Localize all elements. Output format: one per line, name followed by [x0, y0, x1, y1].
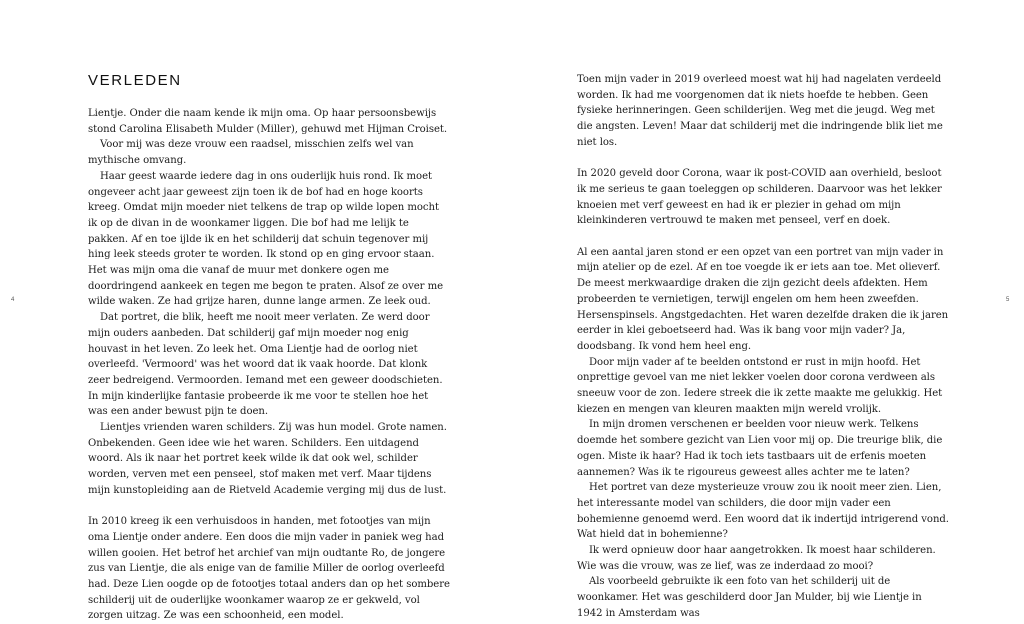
paragraph: Haar geest waarde iedere dag in ons ouderlijk huis rond. Ik moet ongeveer acht jaar geweest zijn toen ik de bof had en hoge koorts kreeg. Omdat mijn moeder niet telkens de trap op wilde lopen mocht ik op de divan in de woonkamer liggen. Die bof had me lelijk te pakken. Af en toe ijlde ik en het schilderij dat schuin tegenover mij hing leek steeds groter te worden. Ik stond op en ging ervoor staan. Het was mijn oma die vanaf de muur met donkere ogen me doordringend aankeek en tegen me begon te praten. Alsof ze over me wilde waken. Ze had grijze haren, dunne lange armen. Ze leek oud.: [88, 170, 444, 308]
right-text-column: [577, 72, 949, 622]
paragraph: Toen mijn vader in 2019 overleed moest wat hij had nagelaten verdeeld worden. Ik had me voorgenomen dat ik niets hoefde te hebben. Geen fysieke herinneringen. Geen schilderijen. Weg met die jeugd. Weg met die angsten. Leven! Maar dat schilderij met die indringende blik liet me niet los.: [577, 74, 943, 148]
paragraph: In mijn dromen verschenen er beelden voor nieuw werk. Telkens doemde het sombere gezicht van Lien voor mij op. Die treurige blik, die ogen. Miste ik haar? Had ik toch iets tastbaars uit de erfenis moeten aannemen? Was ik te rigoureus geweest alles achter me te laten?: [577, 419, 943, 478]
paragraph: Lientjes vrienden waren schilders. Zij was hun model. Grote namen. Onbekenden. Geen idee wie het waren. Schilders. Een uitdagend woord. Als ik naar het portret keek wilde ik dat ook wel, schilder worden, verven met een penseel, stof maken met verf. Maar tijdens mijn kunstopleiding aan de Rietveld Academie verging mij dus de lust.: [88, 422, 447, 496]
left-page: [0, 0, 512, 622]
paragraph: Door mijn vader af te beelden ontstond er rust in mijn hoofd. Het onprettige gevoel van me niet lekker voelen door corona verdween als sneeuw voor de zon. Iedere streek die ik zette maakte me gelukkig. Het kiezen en mengen van kleuren maakten mijn wereld vrolijk.: [577, 356, 943, 415]
paragraph: Dat portret, die blik, heeft me nooit meer verlaten. Ze werd door mijn ouders aanbeden. Dat schilderij gaf mijn moeder nog enig houvast in het leven. Zo leek het. Oma Lientje had de oorlog niet overleefd. 'Vermoord' was het woord dat ik vaak hoorde. Dat klonk zeer bedreigend. Vermoorden. Iemand met een geweer doodschieten. In mijn kinderlijke fantasie probeerde ik me voor te stellen hoe het was een ander bewust pijn te doen.: [88, 312, 443, 418]
left-text-column: [88, 106, 450, 624]
page-number: 5: [1006, 297, 1010, 303]
paragraph: Al een aantal jaren stond er een opzet van een portret van mijn vader in mijn atelier op de ezel. Af en toe voegde ik er iets aan toe. Met olieverf. De meest merkwaardige draken die zijn gezicht deels afdekten. Hem probeerden te vernietigen, terwijl engelen om hem heen zweefden. Hersenspinsels. Angstgedachten. Het waren dezelfde draken die ik jaren eerder in klei geboetseerd had. Was ik bang voor mijn vader? Ja, doodsbang. Ik vond hem heel eng.: [577, 246, 949, 352]
paragraph: Lientje. Onder die naam kende ik mijn oma. Op haar persoonsbewijs stond Carolina Elisabeth Mulder (Miller), gehuwd met Hijman Croiset.: [88, 108, 448, 135]
right-page: [512, 0, 1024, 619]
paragraph: Voor mij was deze vrouw een raadsel, misschien zelfs wel van mythische omvang.: [88, 139, 414, 167]
paragraph: Het portret van deze mysterieuze vrouw zou ik nooit meer zien. Lien, het interessante model van schilders, die door mijn vader een bohemienne genoemd werd. Een woord dat ik indertijd intrigerend vond. Wat hield dat in bohemienne?: [577, 482, 949, 541]
page-number: 4: [11, 297, 15, 303]
paragraph: In 2010 kreeg ik een verhuisdoos in handen, met fotootjes van mijn oma Lientje onder andere. Een doos die mijn vader in paniek weg had willen gooien. Het betrof het archief van mijn oudtante Ro, de jongere zus van Lientje, die als enige van de familie Miller de oorlog overleefd had. Deze Lien oogde op de fotootjes totaal anders dan op het sombere schilderij uit de ouderlijke woonkamer waarop ze er gekweld, vol zorgen uitzag. Ze was een schoonheid, een model.: [88, 516, 450, 622]
paragraph: Ik werd opnieuw door haar aangetrokken. Ik moest haar schilderen. Wie was die vrouw, was ze lief, was ze inderdaad zo mooi?: [577, 545, 936, 572]
chapter-heading: VERLEDEN: [88, 72, 182, 89]
paragraph: Als voorbeeld gebruikte ik een foto van het schilderij uit de woonkamer. Het was geschilderd door Jan Mulder, bij wie Lientje in 1942 in Amsterdam was: [577, 576, 922, 619]
paragraph: In 2020 geveld door Corona, waar ik post-COVID aan overhield, besloot ik me serieus te gaan toeleggen op schilderen. Daarvoor was het lekker knoeien met verf geweest en had ik er plezier in gehad om mijn kleinkinderen vertrouwd te maken met penseel, verf en doek.: [577, 168, 942, 227]
